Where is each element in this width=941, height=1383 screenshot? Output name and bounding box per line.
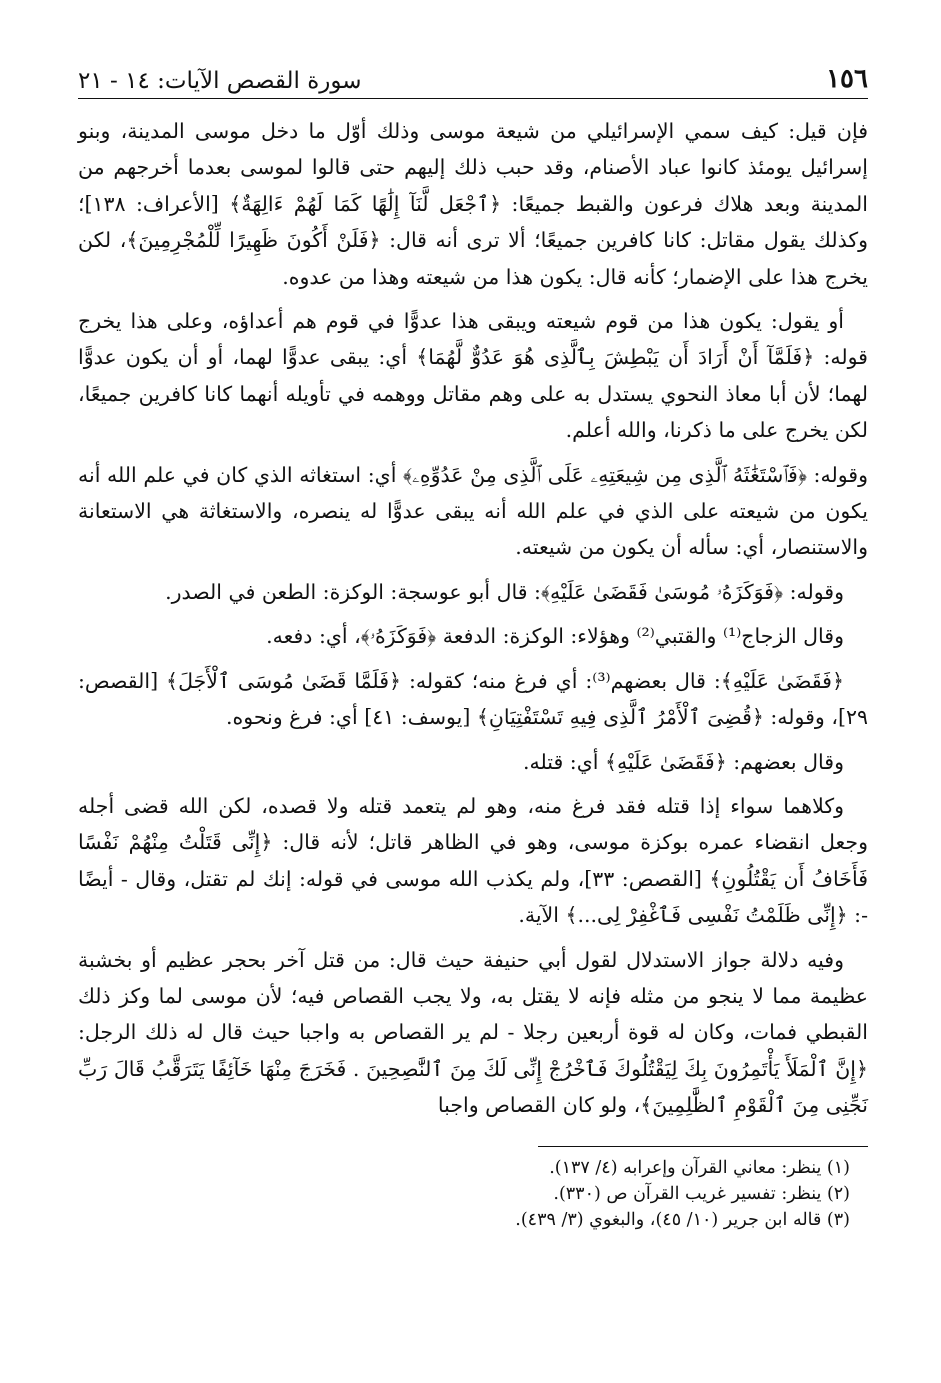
page-number: ١٥٦ (826, 64, 868, 94)
paragraph: فإن قيل: كيف سمي الإسرائيلي من شيعة موسى وذلك أوّل ما دخل موسى المدينة، وبنو إسرائيل يومئذ كانوا عباد الأصنام، وقد حبب ذلك إليهم حتى قالوا لموسى بعدما أخرجهم من المدينة وبعد هلاك فرعون والقبط جميعًا: ﴿ٱجْعَل لَّنَآ إِلَٰهًا كَمَا لَهُمْ ءَالِهَةٌ﴾ [الأعراف: ١٣٨]؛ وكذلك يقول مقاتل: كانا كافرين جميعًا؛ ألا ترى أنه قال: ﴿فَلَنْ أَكُونَ ظَهِيرًا لِّلْمُجْرِمِينَ﴾، لكن يخرج هذا على الإضمار؛ كأنه قال: يكون هذا من شيعته وهذا من عدوه. (78, 119, 868, 289)
book-page (78, 58, 868, 1338)
paragraph: ﴿فَقَضَىٰ عَلَيْهِ﴾: قال بعضهم⁽³⁾: أي فرغ منه؛ كقوله: ﴿فَلَمَّا قَضَىٰ مُوسَى ٱلْأَجَلَ﴾ [القصص: ٢٩]، وقوله: ﴿قُضِىَ ٱلْأَمْرُ ٱلَّذِى فِيهِ تَسْتَفْتِيَانِ﴾ [يوسف: ٤١] أي: فرغ ونحوه. (78, 668, 868, 730)
paragraph: وكلاهما سواء إذا قتله فقد فرغ منه، وهو لم يتعمد قتله ولا قصده، لكن الله قضى أجله وجعل انقضاء عمره بوكزة موسى، وهو في الظاهر قاتل؛ لأنه قال: ﴿إِنِّى قَتَلْتُ مِنْهُمْ نَفْسًا فَأَخَافُ أَن يَقْتُلُونِ﴾ [القصص: ٣٣]، ولم يكذب الله موسى في قوله: إنك لم تقتل، وقال - أيضًا -: ﴿إِنِّى ظَلَمْتُ نَفْسِى فَٱغْفِرْ لِى...﴾ الآية. (78, 793, 868, 928)
footnote: (١) ينظر: معاني القرآن وإعرابه (٤/ ١٣٧). (549, 1157, 850, 1178)
footnotes (78, 1155, 868, 1233)
running-header (78, 58, 868, 99)
paragraph: وقوله: ﴿فَوَكَزَهُۥ مُوسَىٰ فَقَضَىٰ عَلَيْهِ﴾: قال أبو عوسجة: الوكزة: الطعن في الصدر. (165, 579, 844, 604)
paragraph: وقوله: ﴿فَٱسْتَغَٰثَهُ ٱلَّذِى مِن شِيعَتِهِۦ عَلَى ٱلَّذِى مِنْ عَدُوِّهِۦ﴾ أي: استغاثه الذي كان في علم الله أنه يكون من شيعته على الذي في علم الله أنه يبقى عدوًّا له ينصره، والاستغاثة هي الاستعانة والاستنصار، أي: سأله أن يكون من شيعته. (78, 462, 868, 560)
header-title: سورة القصص الآيات: ١٤ - ٢١ (78, 68, 362, 94)
paragraph: وقال الزجاج⁽¹⁾ والقتبي⁽²⁾ وهؤلاء: الوكزة: الدفعة ﴿فَوَكَزَهُۥ﴾، أي: دفعه. (266, 624, 844, 649)
footnote-separator (538, 1146, 868, 1147)
paragraph: وقال بعضهم: ﴿فَقَضَىٰ عَلَيْهِ﴾ أي: قتله. (523, 749, 844, 774)
paragraph: وفيه دلالة جواز الاستدلال لقول أبي حنيفة حيث قال: من قتل آخر بحجر عظيم أو بخشبة عظيمة مما لا ينجو من مثله فإنه لا يقتل به، ولا يجب القصاص فيه؛ لأن موسى لما وكز ذلك القبطي فمات، وكان له قوة أربعين رجلا - لم ير القصاص به واجبا حيث قال له ذلك الرجل: ﴿إِنَّ ٱلْمَلَأَ يَأْتَمِرُونَ بِكَ لِيَقْتُلُوكَ فَٱخْرُجْ إِنِّى لَكَ مِنَ ٱلنَّٰصِحِينَ . فَخَرَجَ مِنْهَا خَآئِفًا يَتَرَقَّبُ قَالَ رَبِّ نَجِّنِى مِنَ ٱلْقَوْمِ ٱلظَّٰلِمِينَ﴾، ولو كان القصاص واجبا (78, 947, 868, 1118)
body-text (78, 113, 868, 1124)
footnote: (٣) قاله ابن جرير (١٠/ ٤٥)، والبغوي (٣/ ٤٣٩). (515, 1209, 850, 1230)
paragraph: أو يقول: يكون هذا من قوم شيعته ويبقى هذا عدوًّا في قوم هم أعداؤه، وعلى هذا يخرج قوله: ﴿فَلَمَّآ أَنْ أَرَادَ أَن يَبْطِشَ بِٱلَّذِى هُوَ عَدُوٌّ لَّهُمَا﴾ أي: يبقى عدوًّا لهما، أو أن يكون عدوًّا لهما؛ لأن أبا معاذ النحوي يستدل به على وهم مقاتل ووهمه في تأويله أنهما كانا كافرين جميعًا، لكن يخرج على ما ذكرنا، والله أعلم. (78, 309, 868, 443)
footnote: (٢) ينظر: تفسير غريب القرآن ص (٣٣٠). (553, 1183, 850, 1204)
